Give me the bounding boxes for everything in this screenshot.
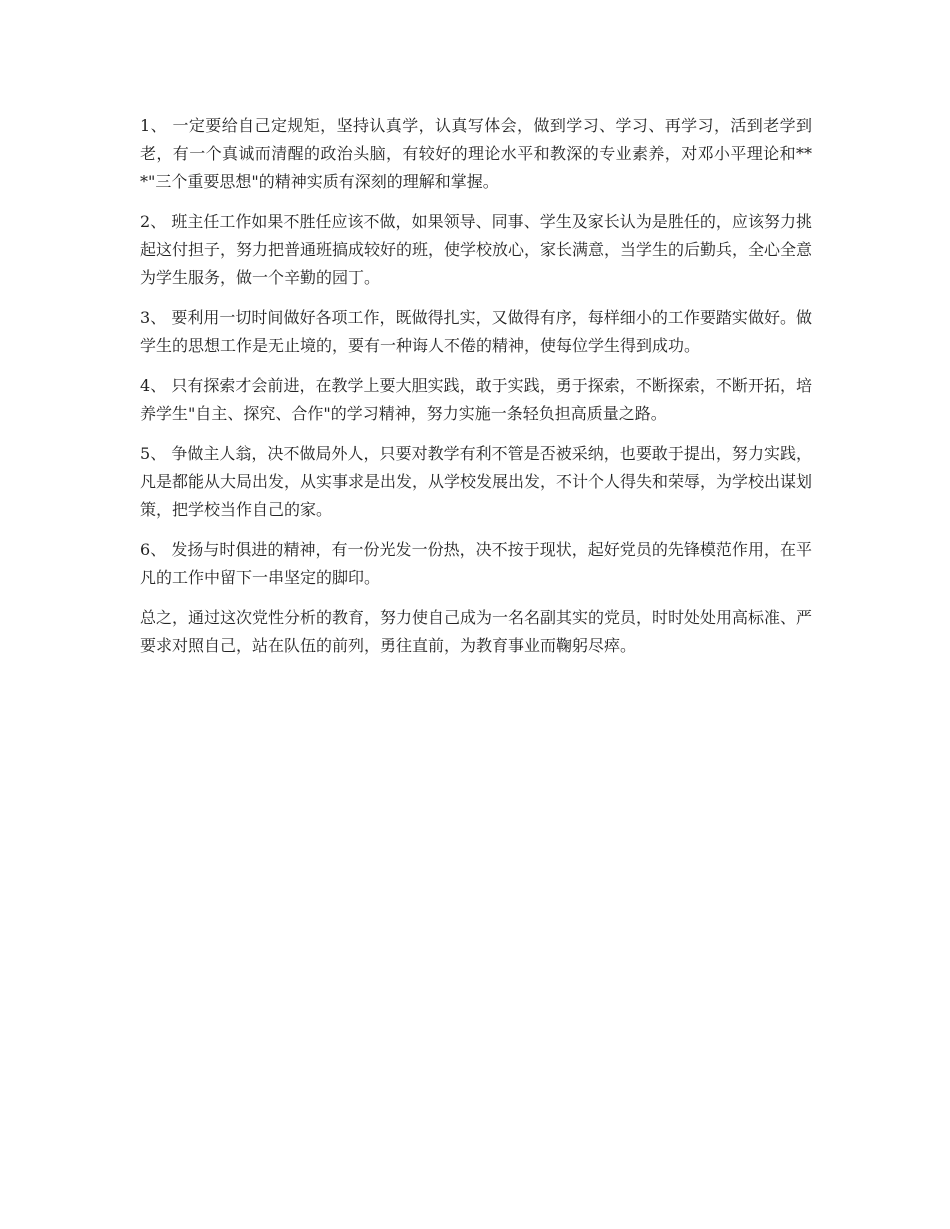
item-text: 班主任工作如果不胜任应该不做，如果领导、同事、学生及家长认为是胜任的，应该努力挑起这付担子，努力把普通班搞成较好的班，使学校放心，家长满意，当学生的后勤兵，全心全意为学生服务，做一个辛勤的园丁。 <box>140 212 813 287</box>
item-text: 争做主人翁，决不做局外人，只要对教学有利不管是否被采纳，也要敢于提出，努力实践，凡是都能从大局出发，从实事求是出发，从学校发展出发，不计个人得失和荣辱，为学校出谋划策，把学校当作自己的家。 <box>140 444 813 519</box>
list-item-3 <box>140 304 812 360</box>
item-number: 4、 <box>140 376 167 395</box>
item-number: 5、 <box>140 444 167 463</box>
document-body <box>140 112 812 672</box>
item-number: 1、 <box>140 116 167 135</box>
list-item-1 <box>140 112 812 196</box>
item-number: 2、 <box>140 212 167 231</box>
item-text: 要利用一切时间做好各项工作，既做得扎实，又做得有序，每样细小的工作要踏实做好。做学生的思想工作是无止境的，要有一种诲人不倦的精神，使每位学生得到成功。 <box>140 308 812 355</box>
list-item-4 <box>140 372 812 428</box>
conclusion-paragraph: 总之，通过这次党性分析的教育，努力使自己成为一名名副其实的党员，时时处处用高标准、严要求对照自己，站在队伍的前列，勇往直前，为教育事业而鞠躬尽瘁。 <box>140 608 813 655</box>
item-text: 只有探索才会前进，在教学上要大胆实践，敢于实践，勇于探索，不断探索，不断开拓，培养学生"自主、探究、合作"的学习精神，努力实施一条轻负担高质量之路。 <box>140 376 812 423</box>
list-item-5 <box>140 440 812 524</box>
item-number: 3、 <box>140 308 167 327</box>
item-number: 6、 <box>140 540 167 559</box>
item-text: 发扬与时俱进的精神，有一份光发一份热，决不按于现状，起好党员的先锋模范作用，在平凡的工作中留下一串坚定的脚印。 <box>140 540 812 587</box>
list-item-6 <box>140 536 812 592</box>
item-text: 一定要给自己定规矩，坚持认真学，认真写体会，做到学习、学习、再学习，活到老学到老，有一个真诚而清醒的政治头脑，有较好的理论水平和教深的专业素养，对邓小平理论和***"三个重要思想"的精神实质有深刻的理解和掌握。 <box>140 116 812 191</box>
list-item-2 <box>140 208 812 292</box>
